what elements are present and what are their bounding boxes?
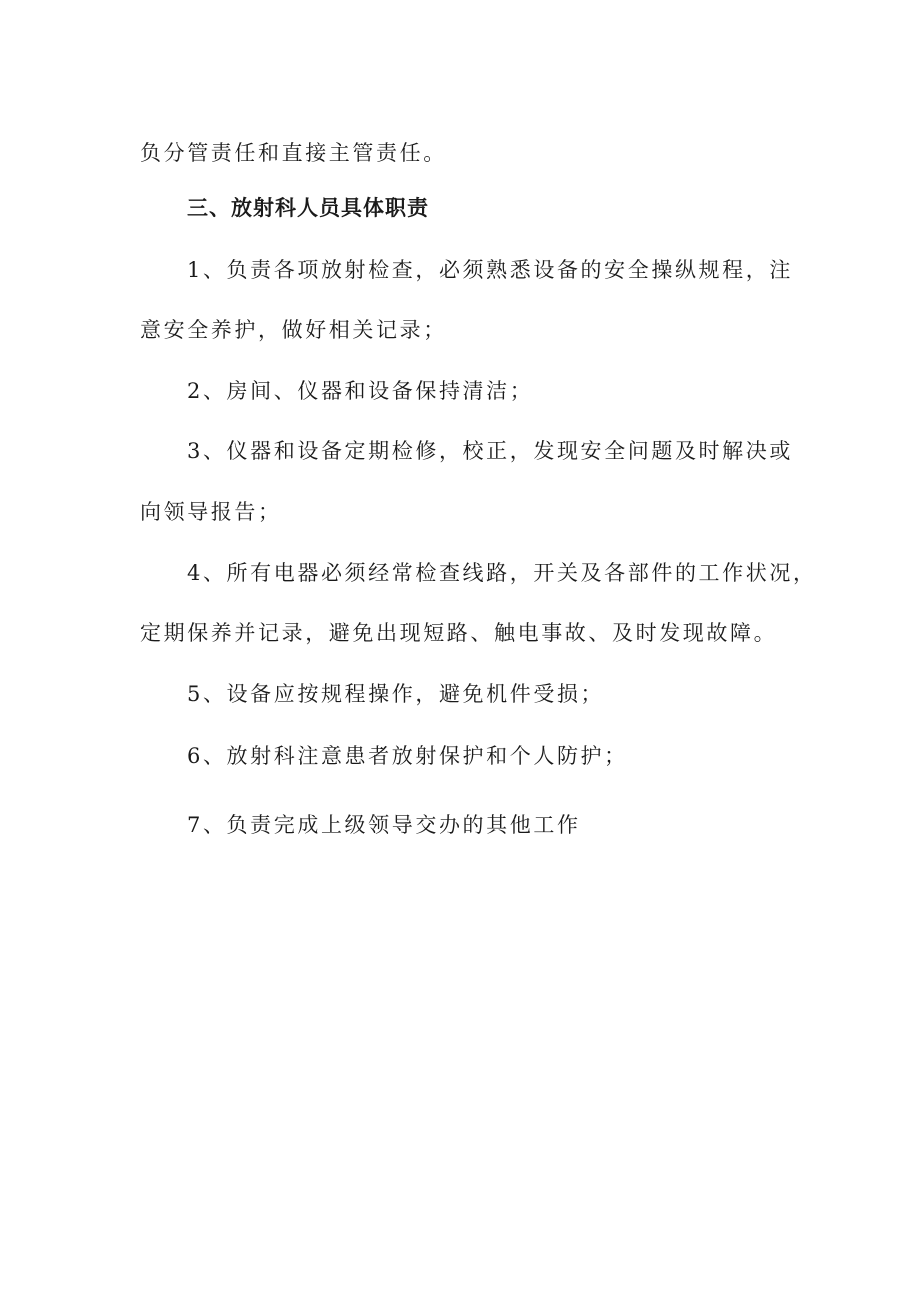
duty-item-4-line-2: 定期保养并记录，避免出现短路、触电事故、及时发现故障。 [140, 621, 778, 645]
duty-item-4-line-1: 4、所有电器必须经常检查线路，开关及各部件的工作状况， [187, 561, 817, 585]
duty-item-1-line-2: 意安全养护，做好相关记录； [140, 318, 447, 342]
paragraph-continuation: 负分管责任和直接主管责任。 [140, 141, 447, 165]
duty-item-2: 2、房间、仪器和设备保持清洁； [187, 379, 534, 403]
duty-item-6: 6、放射科注意患者放射保护和个人防护； [187, 744, 628, 768]
section-heading: 三、放射科人员具体职责 [187, 196, 429, 220]
duty-item-7: 7、负责完成上级领导交办的其他工作 [187, 813, 581, 837]
duty-item-3-line-1: 3、仪器和设备定期检修，校正，发现安全问题及时解决或 [187, 439, 793, 463]
duty-item-3-line-2: 向领导报告； [140, 500, 282, 524]
duty-item-1-line-1: 1、负责各项放射检查，必须熟悉设备的安全操纵规程，注 [187, 258, 793, 282]
duty-item-5: 5、设备应按规程操作，避免机件受损； [187, 682, 605, 706]
